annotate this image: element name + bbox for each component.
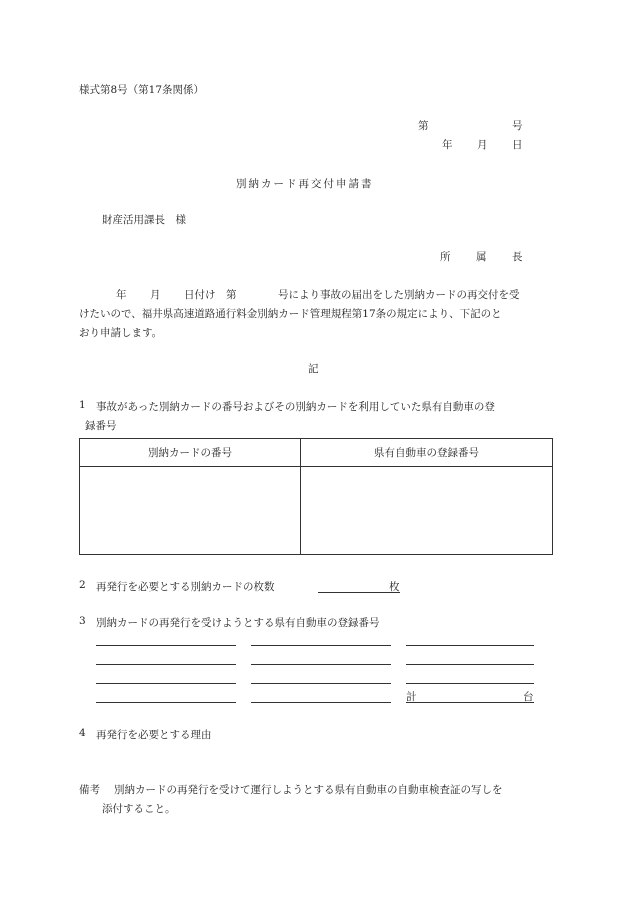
registration-field[interactable] bbox=[251, 683, 391, 684]
registration-field[interactable] bbox=[406, 664, 534, 665]
ki-marker: 記 bbox=[308, 363, 319, 375]
item-2-unit: 枚 bbox=[389, 581, 400, 593]
date-month: 月 bbox=[477, 139, 488, 151]
registration-field[interactable] bbox=[406, 645, 534, 646]
registration-number-cell[interactable] bbox=[301, 467, 553, 555]
applicant-label-char-3: 長 bbox=[512, 251, 523, 263]
number-suffix: 号 bbox=[512, 120, 523, 132]
registration-field[interactable] bbox=[96, 645, 236, 646]
card-number-cell[interactable] bbox=[80, 467, 301, 555]
item-4-text: 再発行を必要とする理由 bbox=[96, 729, 212, 741]
registration-field[interactable] bbox=[96, 683, 236, 684]
body-line1-rest: 号により事故の届出をした別納カードの再交付を受 bbox=[278, 289, 520, 301]
date-year: 年 bbox=[442, 139, 453, 151]
item-1-text-cont: 録番号 bbox=[85, 420, 117, 432]
registration-field[interactable] bbox=[251, 702, 391, 703]
note-text: 別納カードの再発行を受けて運行しようとする県有自動車の自動車検査証の写しを bbox=[114, 784, 503, 796]
table-header-row bbox=[80, 439, 553, 467]
applicant-label-char-2: 属 bbox=[476, 251, 487, 263]
table-row bbox=[80, 467, 553, 555]
registration-field[interactable] bbox=[96, 664, 236, 665]
total-field[interactable] bbox=[406, 702, 534, 703]
table-header-registration-number: 県有自動車の登録番号 bbox=[301, 439, 553, 467]
total-label: 計 bbox=[406, 691, 417, 703]
item-4-number: 4 bbox=[79, 727, 86, 739]
body-dated: 日付け 第 bbox=[184, 289, 237, 301]
total-unit: 台 bbox=[523, 691, 534, 703]
addressee: 財産活用課長 様 bbox=[102, 214, 186, 226]
page-title: 別納カード再交付申請書 bbox=[236, 178, 374, 190]
item-3-number: 3 bbox=[79, 615, 86, 627]
form-id: 様式第8号（第17条関係） bbox=[79, 84, 205, 96]
item-1-text: 事故があった別納カードの番号およびその別納カードを利用していた県有自動車の登 bbox=[96, 401, 495, 413]
item-1-number: 1 bbox=[79, 399, 86, 411]
registration-field[interactable] bbox=[406, 683, 534, 684]
date-day: 日 bbox=[512, 139, 523, 151]
note-text-cont: 添付すること。 bbox=[102, 803, 176, 815]
registration-field[interactable] bbox=[251, 645, 391, 646]
body-year: 年 bbox=[116, 289, 127, 301]
body-line3: おり申請します。 bbox=[79, 327, 163, 339]
card-count-field[interactable] bbox=[318, 592, 400, 593]
registration-field[interactable] bbox=[251, 664, 391, 665]
item-3-text: 別納カードの再発行を受けようとする県有自動車の登録番号 bbox=[96, 617, 380, 629]
note-label: 備考 bbox=[79, 784, 100, 796]
number-prefix: 第 bbox=[418, 120, 429, 132]
card-table bbox=[79, 438, 553, 555]
item-2-text: 再発行を必要とする別納カードの枚数 bbox=[96, 581, 275, 593]
body-month: 月 bbox=[150, 289, 161, 301]
item-2-number: 2 bbox=[79, 579, 86, 591]
applicant-label-char-1: 所 bbox=[440, 251, 451, 263]
body-line2: けたいので、福井県高速道路通行料金別納カード管理規程第17条の規定により、下記のと bbox=[79, 308, 502, 320]
table-header-card-number: 別納カードの番号 bbox=[80, 439, 301, 467]
registration-field[interactable] bbox=[96, 702, 236, 703]
